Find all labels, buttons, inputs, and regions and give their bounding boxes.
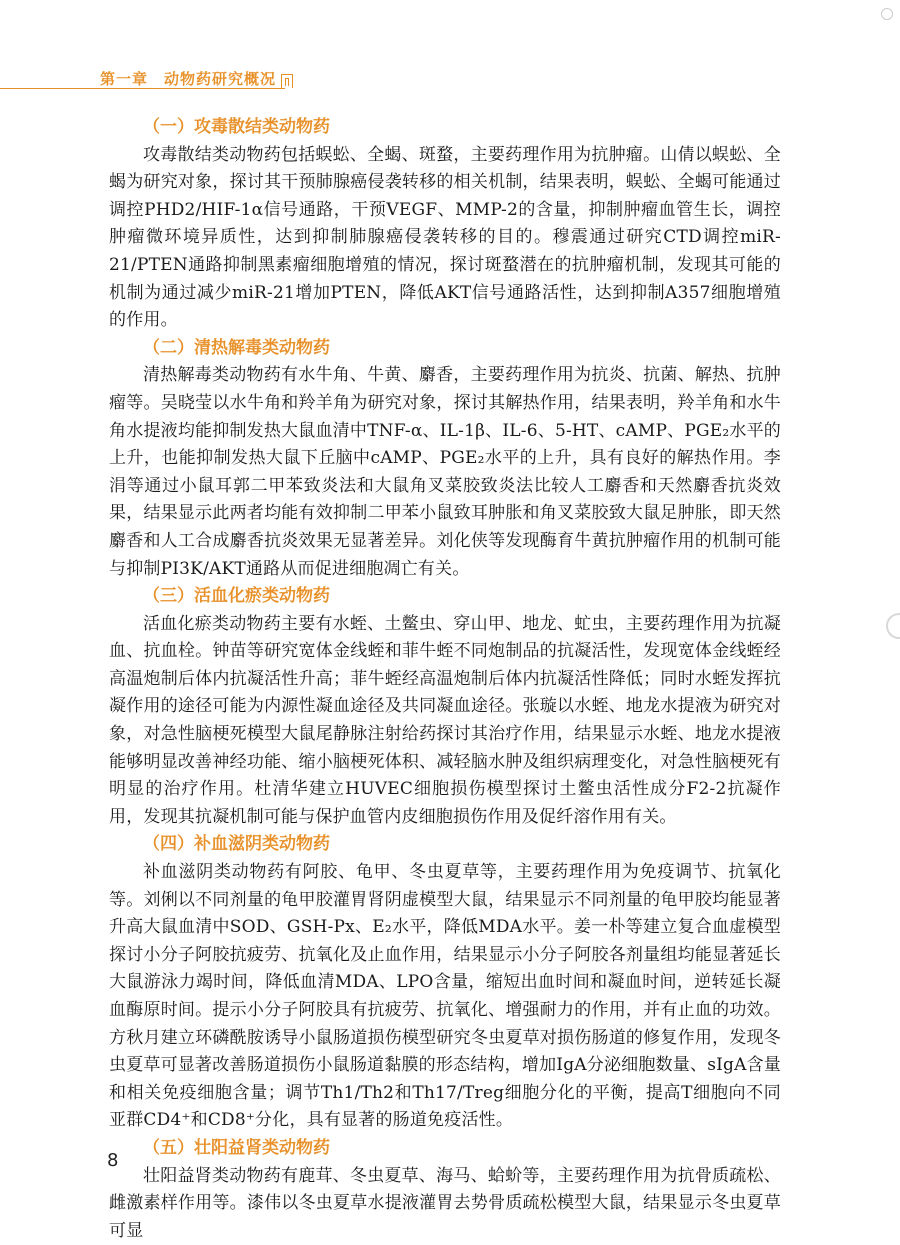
header-rule xyxy=(0,88,285,89)
section-paragraph-5: 壮阳益肾类动物药有鹿茸、冬虫夏草、海马、蛤蚧等，主要药理作用为抗骨质疏松、雌激素样作用等。漆伟以冬虫夏草水提液灌胃去势骨质疏松模型大鼠，结果显示冬虫夏草可显 xyxy=(109,1165,781,1241)
section-paragraph-1: 攻毒散结类动物药包括蜈蚣、全蝎、斑蝥，主要药理作用为抗肿瘤。山倩以蜈蚣、全蝎为研究对象，探讨其干预肺腺癌侵袭转移的相关机制，结果表明，蜈蚣、全蝎可能通过调控PHD2/HIF-1α信号通路，干预VEGF、MMP-2的含量，抑制肿瘤血管生长，调控肿瘤微环境异质性，达到抑制肺腺癌侵袭转移的目的。穆震通过研究CTD调控miR-21/PTEN通路抑制黑素瘤细胞增殖的情况，探讨斑蝥潜在的抗肿瘤机制，发现其可能的机制为通过减少miR-21增加PTEN，降低AKT信号通路活性，达到抑制A357细胞增殖的作用。 xyxy=(109,144,781,331)
section-paragraph-2: 清热解毒类动物药有水牛角、牛黄、麝香，主要药理作用为抗炎、抗菌、解热、抗肿瘤等。吴晓莹以水牛角和羚羊角为研究对象，探讨其解热作用，结果表明，羚羊角和水牛角水提液均能抑制发热大鼠血清中TNF-α、IL-1β、IL-6、5-HT、cAMP、PGE₂水平的上升，也能抑制发热大鼠下丘脑中cAMP、PGE₂水平的上升，具有良好的解热作用。李涓等通过小鼠耳郭二甲苯致炎法和大鼠角叉菜胶致炎法比较人工麝香和天然麝香抗炎效果，结果显示此两者均能有效抑制二甲苯小鼠致耳肿胀和角叉菜胶致大鼠足肿胀，即天然麝香和人工合成麝香抗炎效果无显著差异。刘化侠等发现酶育牛黄抗肿瘤作用的机制可能与抑制PI3K/AKT通路从而促进细胞凋亡有关。 xyxy=(109,365,781,579)
section-heading-3: （三）活血化瘀类动物药 xyxy=(143,586,330,607)
chapter-title xyxy=(100,68,276,89)
header-ornament-icon xyxy=(281,74,293,88)
section-heading-2: （二）清热解毒类动物药 xyxy=(143,337,330,358)
section-heading-4: （四）补血滋阴类动物药 xyxy=(143,834,330,855)
section-paragraph-4: 补血滋阴类动物药有阿胶、龟甲、冬虫夏草等，主要药理作用为免疫调节、抗氧化等。刘俐以不同剂量的龟甲胶灌胃肾阴虚模型大鼠，结果显示不同剂量的龟甲胶均能显著升高大鼠血清中SOD、GSH-Px、E₂水平，降低MDA水平。姜一朴等建立复合血虚模型探讨小分子阿胶抗疲劳、抗氧化及止血作用，结果显示小分子阿胶各剂量组均能显著延长大鼠游泳力竭时间，降低血清MDA、LPO含量，缩短出血时间和凝血时间，逆转延长凝血酶原时间。提示小分子阿胶具有抗疲劳、抗氧化、增强耐力的作用，并有止血的功效。方秋月建立环磷酰胺诱导小鼠肠道损伤模型研究冬虫夏草对损伤肠道的修复作用，发现冬虫夏草可显著改善肠道损伤小鼠肠道黏膜的形态结构，增加IgA分泌细胞数量、sIgA含量和相关免疫细胞含量；调节Th1/Th2和Th17/Treg细胞分化的平衡，提高T细胞向不同亚群CD4⁺和CD8⁺分化，具有显著的肠道免疫活性。 xyxy=(109,862,781,1131)
section-heading-1: （一）攻毒散结类动物药 xyxy=(143,117,330,137)
chapter-name: 动物药研究概况 xyxy=(164,70,277,88)
corner-decoration xyxy=(881,8,893,20)
section-paragraph-3: 活血化瘀类动物药主要有水蛭、土鳖虫、穿山甲、地龙、虻虫，主要药理作用为抗凝血、抗血栓。钟苗等研究宽体金线蛭和菲牛蛭不同炮制品的抗凝活性，发现宽体金线蛭经高温炮制后体内抗凝活性升高；菲牛蛭经高温炮制后体内抗凝活性降低；同时水蛭发挥抗凝作用的途径可能为内源性凝血途径及共同凝血途径。张璇以水蛭、地龙水提液为研究对象，对急性脑梗死模型大鼠尾静脉注射给药探讨其治疗作用，结果显示水蛭、地龙水提液能够明显改善神经功能、缩小脑梗死体积、减轻脑水肿及组织病理变化，对急性脑梗死有明显的治疗作用。杜清华建立HUVEC细胞损伤模型探讨土鳖虫活性成分F2-2抗凝作用，发现其抗凝机制可能与保护血管内皮细胞损伤作用及促纤溶作用有关。 xyxy=(109,613,781,827)
binding-hole-icon xyxy=(886,613,900,639)
running-header xyxy=(0,62,900,92)
page-number: 8 xyxy=(107,1150,119,1171)
page-body xyxy=(109,114,781,1245)
chapter-label: 第一章 xyxy=(100,70,149,88)
section-heading-5: （五）壮阳益肾类动物药 xyxy=(143,1137,330,1158)
